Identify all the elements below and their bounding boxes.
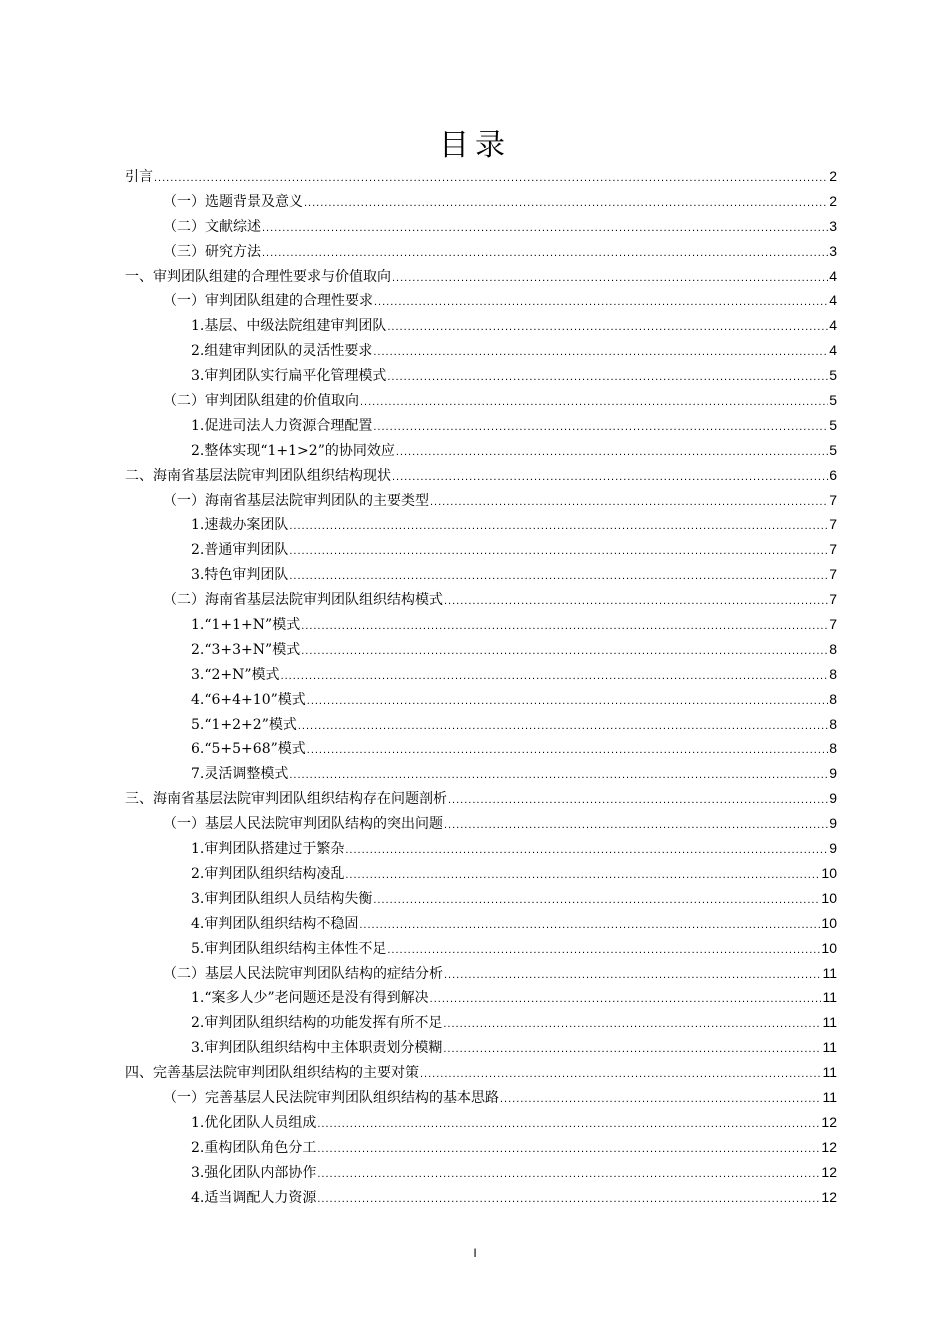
toc-entry[interactable]	[125, 288, 837, 313]
toc-entry-page: 3	[829, 217, 837, 234]
dot-leader	[345, 838, 828, 863]
toc-entry-label: 3.审判团队实行扁平化管理模式	[191, 368, 387, 385]
toc-entry-page: 5	[829, 416, 837, 433]
toc-entry-label: 1.速裁办案团队	[191, 517, 289, 534]
toc-entry-page: 5	[829, 392, 837, 409]
toc-entry[interactable]	[125, 562, 837, 587]
toc-entry-page: 2	[829, 192, 837, 209]
toc-entry[interactable]	[125, 388, 837, 413]
toc-entry[interactable]	[125, 985, 837, 1010]
dot-leader	[154, 166, 828, 191]
dot-leader	[289, 539, 828, 564]
toc-entry[interactable]	[125, 886, 837, 911]
toc-entry[interactable]	[125, 961, 837, 986]
toc-entry[interactable]	[125, 1060, 837, 1085]
dot-leader	[387, 938, 820, 963]
toc-entry-page: 11	[822, 1039, 837, 1056]
toc-entry-label: （二）文献综述	[163, 218, 261, 235]
toc-entry[interactable]	[125, 637, 837, 662]
toc-entry-page: 11	[822, 1088, 837, 1105]
toc-entry[interactable]	[125, 512, 837, 537]
toc-entry[interactable]	[125, 911, 837, 936]
table-of-contents	[125, 164, 837, 1209]
dot-leader	[281, 664, 829, 689]
dot-leader	[289, 763, 828, 788]
toc-entry[interactable]	[125, 438, 837, 463]
toc-entry-label: 引言	[125, 169, 153, 185]
toc-entry-label: 1.审判团队搭建过于繁杂	[191, 841, 345, 858]
toc-entry-page: 8	[829, 715, 837, 732]
toc-entry-label: 2.“3+3+N”模式	[191, 641, 301, 658]
toc-entry-page: 10	[821, 939, 837, 956]
toc-entry-page: 4	[829, 317, 837, 334]
toc-entry-label: （二）基层人民法院审判团队结构的症结分析	[163, 965, 443, 982]
toc-entry-label: （二）海南省基层法院审判团队组织结构模式	[163, 592, 443, 609]
toc-entry[interactable]	[125, 164, 837, 189]
dot-leader	[301, 614, 828, 639]
toc-entry-page: 8	[829, 740, 837, 757]
toc-entry[interactable]	[125, 1035, 837, 1060]
toc-entry-label: 四、完善基层法院审判团队组织结构的主要对策	[125, 1065, 419, 1082]
dot-leader	[289, 564, 828, 589]
toc-entry-label: （一）审判团队组建的合理性要求	[163, 293, 373, 310]
toc-entry[interactable]	[125, 264, 837, 289]
dot-leader	[373, 888, 820, 913]
toc-entry-page: 12	[821, 1138, 837, 1155]
dot-leader	[317, 1187, 820, 1212]
toc-entry-label: 2.审判团队组织结构的功能发挥有所不足	[191, 1015, 443, 1032]
toc-entry-page: 4	[829, 342, 837, 359]
toc-entry[interactable]	[125, 736, 837, 761]
toc-entry-page: 11	[822, 964, 837, 981]
toc-entry-label: （一）完善基层人民法院审判团队组织结构的基本思路	[163, 1089, 499, 1106]
toc-entry-page: 7	[829, 616, 837, 633]
toc-entry-page: 5	[829, 441, 837, 458]
toc-entry-label: 4.“6+4+10”模式	[191, 691, 306, 708]
toc-entry[interactable]	[125, 1110, 837, 1135]
toc-title: 目录	[439, 128, 511, 163]
toc-entry[interactable]	[125, 1160, 837, 1185]
toc-entry-label: 3.审判团队组织人员结构失衡	[191, 890, 373, 907]
toc-entry-page: 10	[821, 889, 837, 906]
toc-entry[interactable]	[125, 463, 837, 488]
toc-entry-page: 8	[829, 665, 837, 682]
toc-entry-label: 3.审判团队组织结构中主体职责划分模糊	[191, 1040, 443, 1057]
toc-entry-page: 2	[829, 168, 837, 184]
toc-entry-page: 7	[829, 541, 837, 558]
toc-entry-page: 4	[829, 267, 837, 284]
toc-entry-page: 10	[821, 914, 837, 931]
toc-entry-label: 1.促进司法人力资源合理配置	[191, 417, 373, 434]
dot-leader	[392, 465, 828, 490]
page-number: I	[473, 1246, 477, 1260]
dot-leader	[444, 813, 828, 838]
toc-entry-page: 9	[829, 815, 837, 832]
dot-leader	[304, 191, 828, 216]
dot-leader	[301, 639, 828, 664]
toc-entry-label: （一）基层人民法院审判团队结构的突出问题	[163, 816, 443, 833]
toc-entry-page: 9	[829, 765, 837, 782]
toc-entry-page: 10	[821, 864, 837, 881]
toc-entry-page: 7	[829, 566, 837, 583]
dot-leader	[345, 863, 820, 888]
toc-entry[interactable]	[125, 1010, 837, 1035]
toc-entry-label: （一）选题背景及意义	[163, 193, 303, 210]
toc-entry-label: 5.审判团队组织结构主体性不足	[191, 940, 387, 957]
dot-leader	[500, 1087, 821, 1112]
toc-entry[interactable]	[125, 413, 837, 438]
toc-entry-label: 一、审判团队组建的合理性要求与价值取向	[125, 268, 391, 285]
toc-entry[interactable]	[125, 712, 837, 737]
toc-entry-page: 12	[821, 1188, 837, 1205]
dot-leader	[396, 440, 828, 465]
dot-leader	[317, 1137, 820, 1162]
toc-entry-label: 3.特色审判团队	[191, 567, 289, 584]
toc-entry-label: 1.基层、中级法院组建审判团队	[191, 318, 387, 335]
toc-entry-page: 11	[822, 989, 837, 1006]
toc-entry[interactable]	[125, 313, 837, 338]
dot-leader	[373, 340, 828, 365]
toc-entry[interactable]	[125, 363, 837, 388]
toc-entry-page: 7	[829, 516, 837, 533]
dot-leader	[430, 490, 828, 515]
toc-entry-page: 9	[829, 840, 837, 857]
toc-entry-page: 9	[829, 790, 837, 807]
toc-entry[interactable]	[125, 761, 837, 786]
toc-entry[interactable]	[125, 1085, 837, 1110]
dot-leader	[448, 788, 828, 813]
dot-leader	[420, 1062, 821, 1087]
dot-leader	[387, 315, 828, 340]
toc-entry[interactable]	[125, 1135, 837, 1160]
toc-entry-label: 3.强化团队内部协作	[191, 1164, 317, 1181]
toc-entry-label: 1.优化团队人员组成	[191, 1114, 317, 1131]
toc-entry-label: 2.审判团队组织结构凌乱	[191, 865, 345, 882]
toc-entry-label: 3.“2+N”模式	[191, 666, 280, 683]
toc-entry-label: 1.“案多人少”老问题还是没有得到解决	[191, 990, 429, 1007]
toc-entry[interactable]	[125, 662, 837, 687]
toc-entry-page: 8	[829, 640, 837, 657]
dot-leader	[298, 714, 828, 739]
toc-entry-page: 3	[829, 242, 837, 259]
dot-leader	[289, 514, 828, 539]
toc-entry-label: （二）审判团队组建的价值取向	[163, 393, 359, 410]
toc-entry[interactable]	[125, 687, 837, 712]
toc-entry-page: 11	[822, 1064, 837, 1081]
toc-entry-label: 2.组建审判团队的灵活性要求	[191, 343, 373, 360]
dot-leader	[307, 738, 828, 763]
toc-entry-page: 12	[821, 1163, 837, 1180]
dot-leader	[373, 415, 828, 440]
toc-entry-page: 6	[829, 466, 837, 483]
toc-entry[interactable]	[125, 338, 837, 363]
toc-entry[interactable]	[125, 936, 837, 961]
toc-entry[interactable]	[125, 537, 837, 562]
dot-leader	[392, 266, 828, 291]
dot-leader	[307, 689, 828, 714]
toc-entry[interactable]	[125, 189, 837, 214]
toc-entry[interactable]	[125, 786, 837, 811]
toc-entry-page: 8	[829, 690, 837, 707]
toc-entry[interactable]	[125, 836, 837, 861]
toc-entry-label: 2.重构团队角色分工	[191, 1139, 317, 1156]
dot-leader	[430, 987, 822, 1012]
toc-entry-page: 12	[821, 1113, 837, 1130]
dot-leader	[387, 365, 828, 390]
toc-entry-label: 7.灵活调整模式	[191, 766, 289, 783]
toc-entry[interactable]	[125, 239, 837, 264]
toc-entry-label: 5.“1+2+2”模式	[191, 716, 297, 733]
dot-leader	[444, 589, 828, 614]
toc-entry-label: 4.适当调配人力资源	[191, 1189, 317, 1206]
toc-entry-page: 7	[829, 491, 837, 508]
toc-entry-page: 5	[829, 367, 837, 384]
toc-entry[interactable]	[125, 488, 837, 513]
toc-entry[interactable]	[125, 861, 837, 886]
toc-entry-label: 1.“1+1+N”模式	[191, 617, 301, 634]
dot-leader	[359, 913, 820, 938]
toc-entry-page: 7	[829, 591, 837, 608]
dot-leader	[360, 390, 828, 415]
dot-leader	[317, 1162, 820, 1187]
toc-entry[interactable]	[125, 1185, 837, 1210]
toc-entry-page: 11	[822, 1014, 837, 1031]
dot-leader	[262, 241, 828, 266]
dot-leader	[443, 1012, 821, 1037]
dot-leader	[374, 290, 828, 315]
toc-entry-label: 三、海南省基层法院审判团队组织结构存在问题剖析	[125, 791, 447, 808]
toc-entry-page: 4	[829, 292, 837, 309]
toc-entry-label: 4.审判团队组织结构不稳固	[191, 915, 359, 932]
toc-entry-label: （三）研究方法	[163, 243, 261, 260]
toc-entry[interactable]	[125, 811, 837, 836]
dot-leader	[444, 963, 821, 988]
dot-leader	[443, 1037, 821, 1062]
toc-entry[interactable]	[125, 612, 837, 637]
toc-entry-label: 二、海南省基层法院审判团队组织结构现状	[125, 467, 391, 484]
toc-entry-label: 2.整体实现“1+1>2”的协同效应	[191, 442, 395, 459]
toc-entry-label: 6.“5+5+68”模式	[191, 741, 306, 758]
dot-leader	[317, 1112, 820, 1137]
toc-entry[interactable]	[125, 214, 837, 239]
toc-entry[interactable]	[125, 587, 837, 612]
toc-entry-label: （一）海南省基层法院审判团队的主要类型	[163, 492, 429, 509]
toc-entry-label: 2.普通审判团队	[191, 542, 289, 559]
dot-leader	[262, 216, 828, 241]
